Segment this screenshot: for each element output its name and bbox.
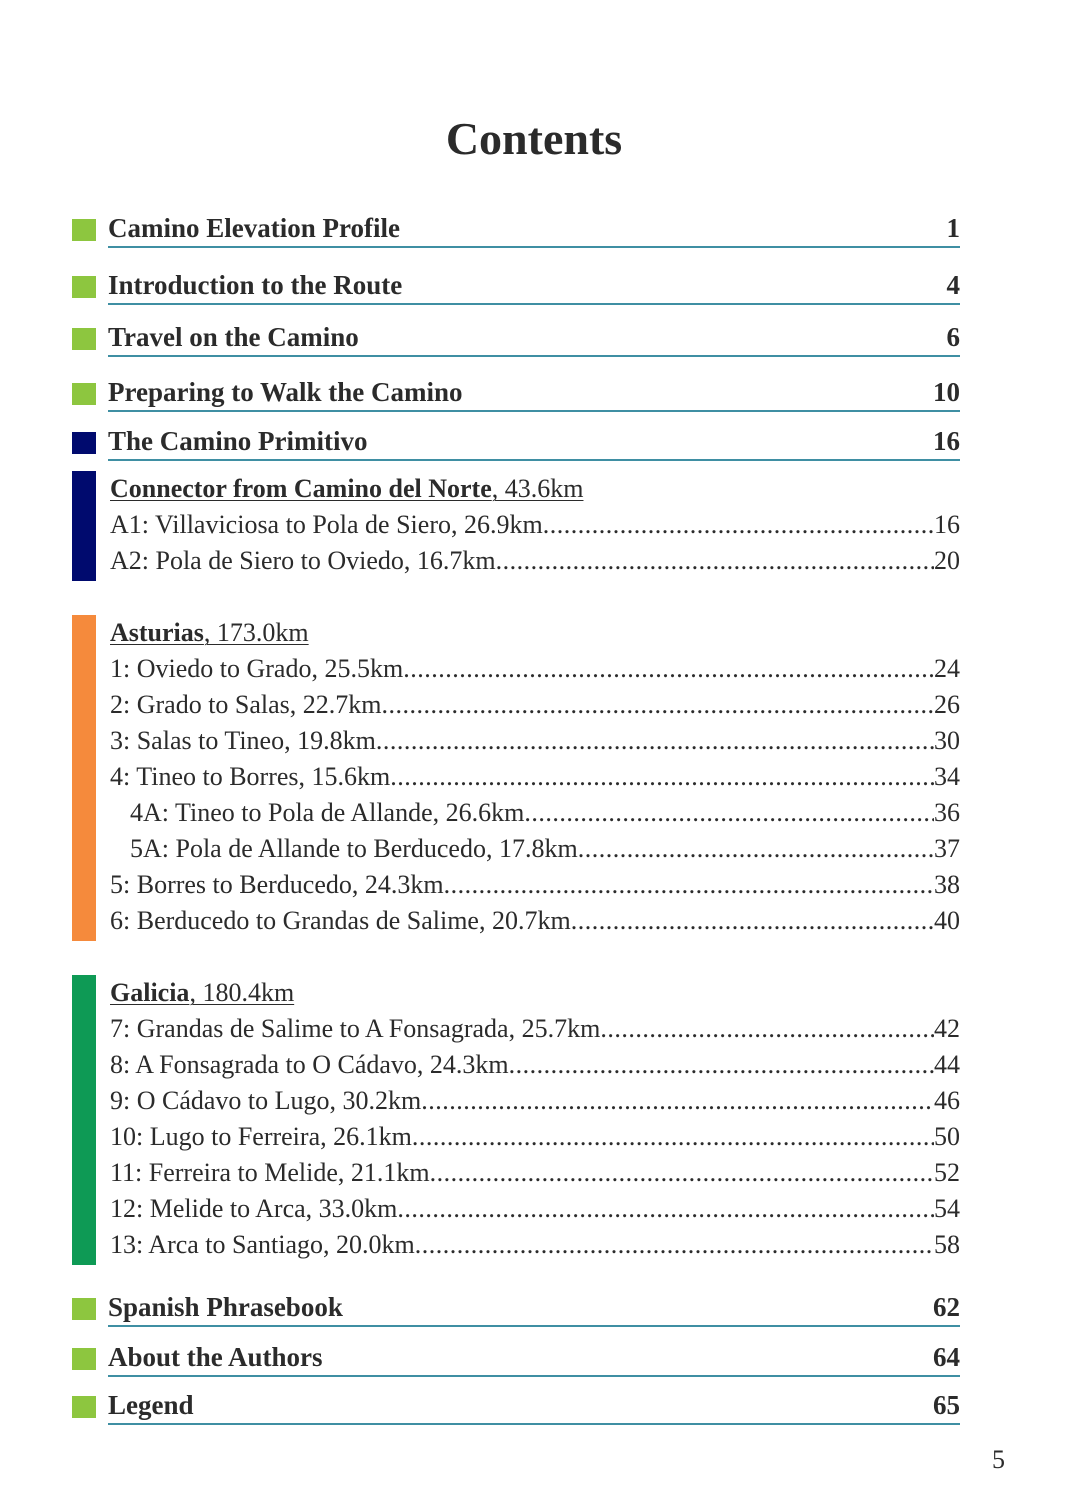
stage-title: 5: Borres to Berducedo, 24.3km (110, 870, 444, 899)
dot-leader (415, 1227, 934, 1263)
stage-page: 24 (934, 654, 960, 683)
section-name: Connector from Camino del Norte (110, 474, 492, 503)
toc-stage-entry[interactable] (110, 1083, 960, 1119)
stage-title: 6: Berducedo to Grandas de Salime, 20.7km (110, 906, 571, 935)
entry-title: Legend (108, 1390, 194, 1420)
stage-title: 2: Grado to Salas, 22.7km (110, 690, 382, 719)
dot-leader (412, 1119, 934, 1155)
dot-leader (496, 543, 934, 579)
stage-page: 54 (934, 1194, 960, 1223)
stage-title: A2: Pola de Siero to Oviedo, 16.7km (110, 546, 496, 575)
stage-page: 46 (934, 1086, 960, 1115)
divider (108, 410, 960, 412)
divider (108, 1423, 960, 1425)
dot-leader (578, 831, 934, 867)
dot-leader (524, 795, 934, 831)
toc-main-entry[interactable] (72, 213, 960, 243)
color-square-marker (72, 1298, 96, 1320)
section-distance: , 43.6km (491, 474, 584, 503)
toc-stage-entry[interactable] (110, 507, 960, 543)
toc-stage-entry[interactable] (110, 867, 960, 903)
toc-stage-entry[interactable] (110, 1011, 960, 1047)
toc-main-entry[interactable] (72, 1292, 960, 1322)
dot-leader (543, 507, 934, 543)
toc-main-entry[interactable] (72, 322, 960, 352)
toc-stage-entry[interactable] (110, 1227, 960, 1263)
dot-leader (390, 759, 934, 795)
toc-section (72, 975, 960, 1265)
page-number: 5 (992, 1445, 1005, 1474)
entry-page: 65 (933, 1390, 960, 1420)
stage-title: 9: O Cádavo to Lugo, 30.2km (110, 1086, 422, 1115)
toc-main-entry[interactable] (72, 270, 960, 300)
toc-stage-entry[interactable] (130, 795, 960, 831)
stage-title: 1: Oviedo to Grado, 25.5km (110, 654, 404, 683)
toc-section (72, 471, 960, 581)
stage-page: 16 (934, 510, 960, 539)
toc-stage-entry[interactable] (110, 759, 960, 795)
toc-stage-entry[interactable] (130, 831, 960, 867)
entry-page: 10 (933, 377, 960, 407)
entry-page: 6 (946, 322, 960, 352)
dot-leader (430, 1155, 934, 1191)
toc-stage-entry[interactable] (110, 1047, 960, 1083)
stage-title: 4A: Tineo to Pola de Allande, 26.6km (130, 798, 525, 827)
entry-title: About the Authors (108, 1342, 323, 1372)
divider (108, 355, 960, 357)
stage-title: 12: Melide to Arca, 33.0km (110, 1194, 398, 1223)
toc-main-entry[interactable] (72, 377, 960, 407)
stage-title: 5A: Pola de Allande to Berducedo, 17.8km (130, 834, 578, 863)
divider (108, 459, 960, 461)
section-distance: , 180.4km (189, 978, 295, 1007)
section-color-bar (72, 471, 96, 581)
section-color-bar (72, 975, 96, 1265)
entry-title: Introduction to the Route (108, 270, 403, 300)
toc-stage-entry[interactable] (110, 651, 960, 687)
stage-page: 40 (934, 906, 960, 935)
toc-stage-entry[interactable] (110, 723, 960, 759)
divider (108, 303, 960, 305)
stage-page: 44 (934, 1050, 960, 1079)
section-name: Galicia (110, 978, 190, 1007)
dot-leader (397, 1191, 934, 1227)
color-square-marker (72, 1396, 96, 1418)
dot-leader (509, 1047, 934, 1083)
toc-stage-entry[interactable] (110, 687, 960, 723)
divider (108, 246, 960, 248)
stage-title: 7: Grandas de Salime to A Fonsagrada, 25.7km (110, 1014, 601, 1043)
entry-page: 4 (946, 270, 960, 300)
stage-page: 58 (934, 1230, 960, 1259)
color-square-marker (72, 1348, 96, 1370)
toc-stage-entry[interactable] (110, 1191, 960, 1227)
toc-stage-entry[interactable] (110, 543, 960, 579)
dot-leader (403, 651, 934, 687)
stage-page: 36 (934, 798, 960, 827)
stage-title: 11: Ferreira to Melide, 21.1km (110, 1158, 430, 1187)
stage-page: 37 (934, 834, 960, 863)
divider (108, 1325, 960, 1327)
entry-title: Camino Elevation Profile (108, 213, 400, 243)
toc-main-entry[interactable] (72, 1342, 960, 1372)
section-heading[interactable] (110, 615, 309, 651)
stage-page: 30 (934, 726, 960, 755)
entry-title: Preparing to Walk the Camino (108, 377, 463, 407)
entry-page: 16 (933, 426, 960, 456)
divider (108, 1375, 960, 1377)
dot-leader (382, 687, 934, 723)
stage-title: A1: Villaviciosa to Pola de Siero, 26.9km (110, 510, 543, 539)
stage-page: 38 (934, 870, 960, 899)
toc-stage-entry[interactable] (110, 1119, 960, 1155)
stage-title: 8: A Fonsagrada to O Cádavo, 24.3km (110, 1050, 509, 1079)
section-distance: , 173.0km (203, 618, 309, 647)
color-square-marker (72, 276, 96, 298)
section-color-bar (72, 615, 96, 941)
dot-leader (376, 723, 934, 759)
stage-title: 10: Lugo to Ferreira, 26.1km (110, 1122, 412, 1151)
stage-page: 42 (934, 1014, 960, 1043)
page-title: Contents (445, 113, 623, 164)
entry-title: Travel on the Camino (108, 322, 359, 352)
toc-stage-entry[interactable] (110, 903, 960, 939)
stage-title: 4: Tineo to Borres, 15.6km (110, 762, 391, 791)
stage-page: 34 (934, 762, 960, 791)
toc-stage-entry[interactable] (110, 1155, 960, 1191)
color-square-marker (72, 219, 96, 241)
toc-main-entry[interactable] (72, 1390, 960, 1420)
dot-leader (600, 1011, 934, 1047)
entry-page: 1 (946, 213, 960, 243)
toc-main-entry[interactable] (72, 426, 960, 456)
entry-title: The Camino Primitivo (108, 426, 368, 456)
dot-leader (421, 1083, 934, 1119)
section-heading[interactable] (110, 471, 583, 507)
dot-leader (571, 903, 934, 939)
stage-page: 26 (934, 690, 960, 719)
stage-page: 20 (934, 546, 960, 575)
entry-page: 64 (933, 1342, 960, 1372)
toc-section (72, 615, 960, 941)
entry-title: Spanish Phrasebook (108, 1292, 343, 1322)
stage-title: 3: Salas to Tineo, 19.8km (110, 726, 376, 755)
color-square-marker (72, 328, 96, 350)
dot-leader (444, 867, 934, 903)
section-heading[interactable] (110, 975, 294, 1011)
color-square-marker (72, 432, 96, 454)
section-name: Asturias (110, 618, 204, 647)
entry-page: 62 (933, 1292, 960, 1322)
stage-title: 13: Arca to Santiago, 20.0km (110, 1230, 415, 1259)
stage-page: 52 (934, 1158, 960, 1187)
color-square-marker (72, 383, 96, 405)
stage-page: 50 (934, 1122, 960, 1151)
